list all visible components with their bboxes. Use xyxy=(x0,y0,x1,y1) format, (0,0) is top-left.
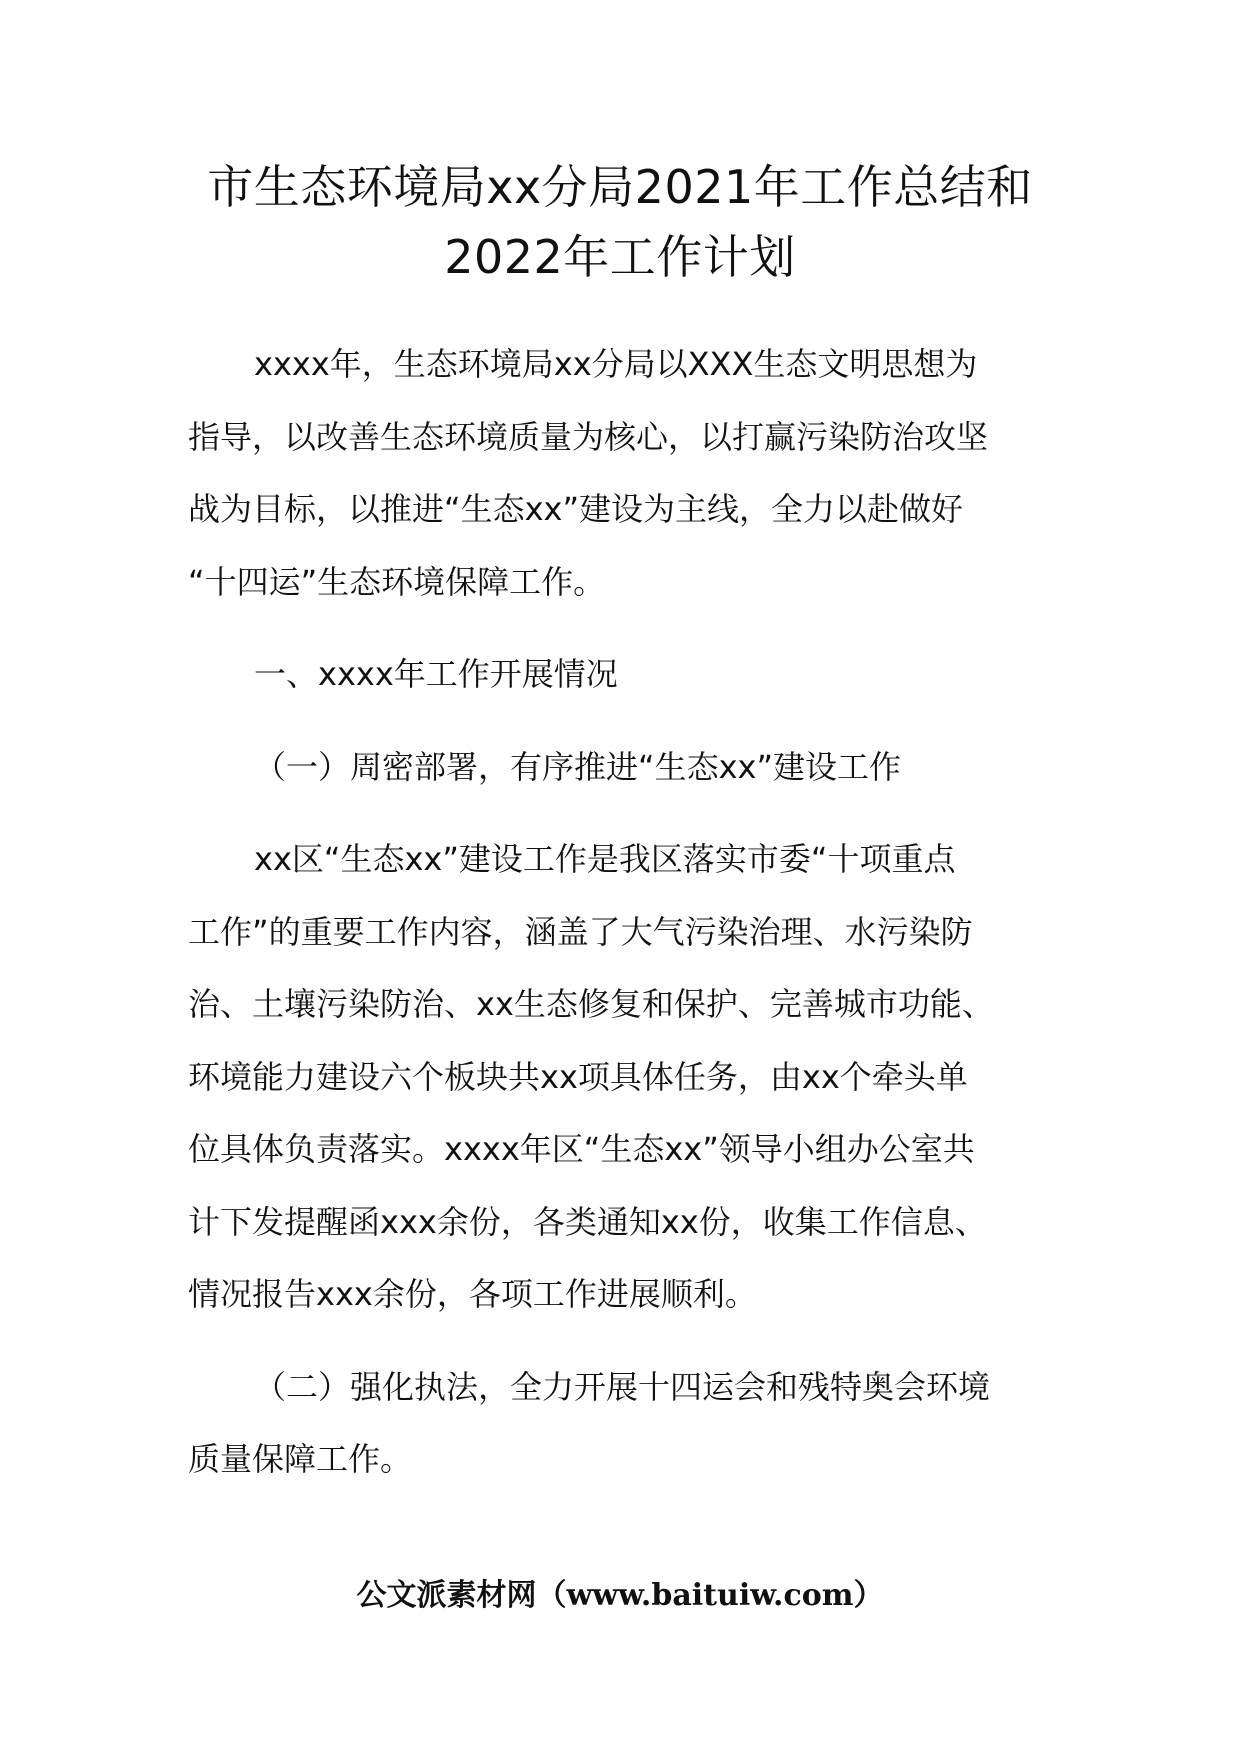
intro-line: 指导，以改善生态环境质量为核心，以打赢污染防治攻坚 xyxy=(188,417,989,456)
document-body xyxy=(188,328,1056,1496)
document-title xyxy=(150,152,1090,292)
footer-watermark-text: 公文派素材网（www.baituiw.com） xyxy=(356,1578,884,1613)
paragraph-line: 环境能力建设六个板块共xx项具体任务，由xx个牵头单 xyxy=(188,1057,968,1096)
title-line-1: 市生态环境局xx分局2021年工作总结和 xyxy=(207,160,1033,214)
title-line-2: 2022年工作计划 xyxy=(444,230,796,284)
subsection-1-heading: （一）周密部署，有序推进“生态xx”建设工作 xyxy=(254,747,902,786)
intro-paragraph xyxy=(188,328,1056,618)
paragraph-line: xx区“生态xx”建设工作是我区落实市委“十项重点 xyxy=(254,840,956,878)
intro-line: xxxx年，生态环境局xx分局以XXX生态文明思想为 xyxy=(254,345,978,383)
heading-line: 质量保障工作。 xyxy=(188,1440,413,1478)
paragraph-line: 治、土壤污染防治、xx生态修复和保护、完善城市功能、 xyxy=(188,985,994,1023)
intro-line: 战为目标，以推进“生态xx”建设为主线，全力以赴做好 xyxy=(188,490,964,528)
intro-line: “十四运”生态环境保障工作。 xyxy=(188,562,606,601)
paragraph-line: 计下发提醒函xxx余份，各类通知xx份，收集工作信息、 xyxy=(188,1202,987,1241)
heading-line: （二）强化执法，全力开展十四运会和残特奥会环境 xyxy=(254,1367,991,1406)
subsection-2-heading xyxy=(188,1351,1056,1496)
subsection-1-paragraph xyxy=(188,823,1056,1331)
section-1-heading: 一、xxxx年工作开展情况 xyxy=(254,655,618,693)
paragraph-line: 情况报告xxx余份，各项工作进展顺利。 xyxy=(188,1275,757,1313)
paragraph-line: 位具体负责落实。xxxx年区“生态xx”领导小组办公室共 xyxy=(188,1130,975,1168)
paragraph-line: 工作”的重要工作内容，涵盖了大气污染治理、水污染防 xyxy=(188,912,973,951)
